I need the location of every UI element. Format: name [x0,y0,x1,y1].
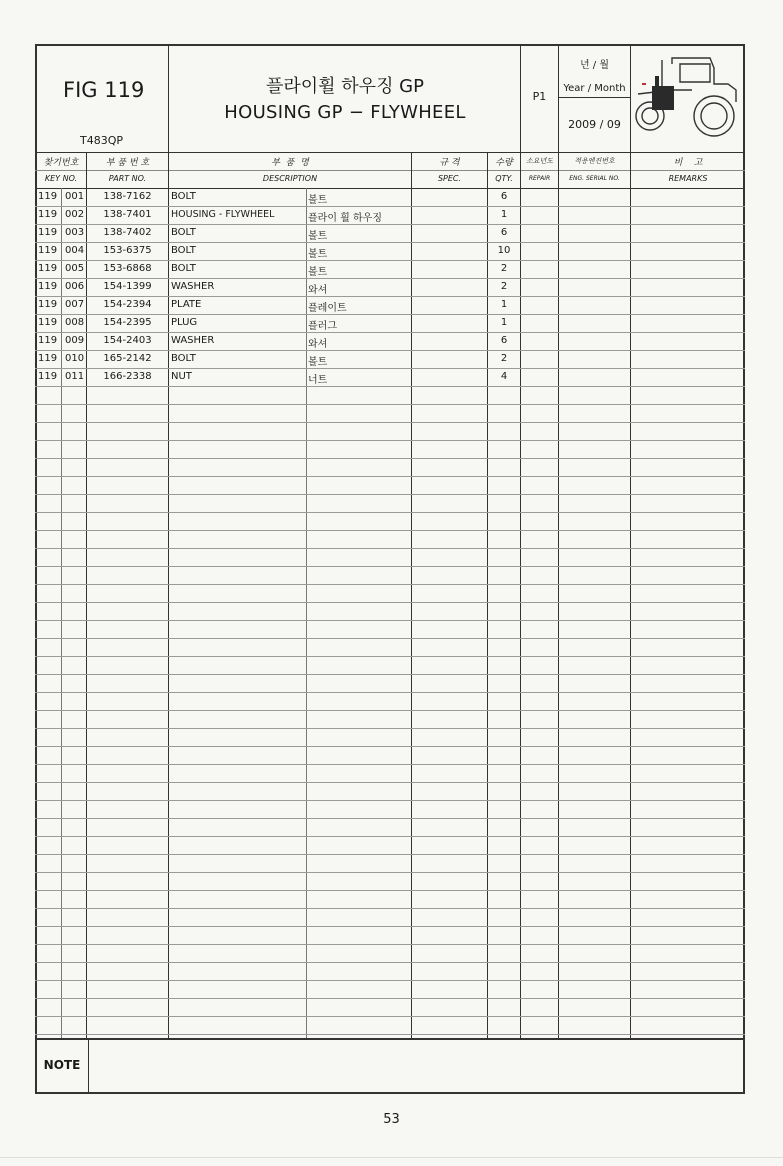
desc-en-cell: PLUG [171,317,198,328]
col-header-desc: DESCRIPTION [262,174,318,183]
desc-ko-cell: 플라이 휠 하우징 [308,213,382,224]
fig-cell: 119 [38,335,58,346]
qty-cell: 6 [500,335,508,346]
qty-cell: 1 [500,317,508,328]
figure-number: FIG 119 [63,78,145,102]
qty-cell: 6 [500,227,508,238]
grid-row-line [35,926,745,927]
col-header-part-ko: 부 품 번 호 [105,158,150,168]
grid-row-line [35,656,745,657]
key-cell: 003 [65,227,85,238]
part-no-cell: 138-7162 [103,191,152,202]
part-no-cell: 154-2394 [103,299,152,310]
col-header-repair-ko: 소요년도 [525,157,554,165]
page-title: HOUSING GP − FLYWHEEL [224,102,466,123]
key-cell: 011 [65,371,85,382]
col-header-part: PART NO. [108,174,147,183]
fig-cell: 119 [38,299,58,310]
grid-row-line [35,530,745,531]
grid-row-line [35,404,745,405]
part-no-cell: 153-6375 [103,245,152,256]
col-header-serial-ko: 적용엔진번호 [574,157,615,165]
year-month-label-korean: 년 / 월 [579,60,610,71]
grid-row-line [35,692,745,693]
table-row [35,189,745,207]
grid-row-line [35,710,745,711]
grid-row-line [35,476,745,477]
qty-cell: 2 [500,263,508,274]
grid-row-line [35,908,745,909]
desc-en-cell: NUT [171,371,192,382]
table-row [35,225,745,243]
table-row [35,351,745,369]
fig-cell: 119 [38,371,58,382]
fig-cell: 119 [38,353,58,364]
grid-row-line [35,764,745,765]
desc-ko-cell: 와셔 [308,339,328,350]
grid-row-line [35,962,745,963]
key-cell: 010 [65,353,85,364]
grid-row-line [35,566,745,567]
grid-row-line [35,494,745,495]
col-header-spec: SPEC. [437,174,462,183]
fig-cell: 119 [38,191,58,202]
table-row [35,333,745,351]
qty-cell: 4 [500,371,508,382]
desc-en-cell: WASHER [171,335,215,346]
grid-row-line [35,512,745,513]
header-divider-4 [630,44,631,153]
desc-ko-cell: 와셔 [308,285,328,296]
desc-ko-cell: 볼트 [308,249,328,260]
table-row [35,261,745,279]
header-divider-1 [168,44,169,153]
part-no-cell: 154-2395 [103,317,152,328]
qty-cell: 1 [500,209,508,220]
col-header-qty: QTY. [495,174,513,183]
desc-en-cell: HOUSING - FLYWHEEL [171,209,275,220]
grid-row-line [35,422,745,423]
col-header-spec-ko: 규 격 [439,158,460,168]
year-month-label: Year / Month [563,83,626,94]
fig-cell: 119 [38,317,58,328]
table-row [35,297,745,315]
desc-en-cell: BOLT [171,263,196,274]
qty-cell: 2 [500,281,508,292]
note-divider [88,1038,89,1094]
part-no-cell: 153-6868 [103,263,152,274]
table-row [35,207,745,225]
col-header-qty-ko: 수량 [495,158,513,168]
desc-en-cell: PLATE [171,299,202,310]
col-header-repair: REPAIR [528,175,551,182]
grid-row-line [35,620,745,621]
key-cell: 008 [65,317,85,328]
model-code: T483QP [80,134,124,147]
grid-row-line [35,1016,745,1017]
qty-cell: 6 [500,191,508,202]
key-cell: 005 [65,263,85,274]
note-top-rule [35,1038,745,1040]
grid-row-line [35,836,745,837]
desc-ko-cell: 볼트 [308,231,328,242]
desc-en-cell: BOLT [171,353,196,364]
part-no-cell: 154-2403 [103,335,152,346]
col-header-serial: ENG. SERIAL NO. [569,175,620,182]
col-header-desc-ko: 부 품 명 [271,158,309,168]
desc-en-cell: BOLT [171,245,196,256]
grid-row-line [35,548,745,549]
qty-cell: 10 [497,245,511,256]
desc-ko-cell: 볼트 [308,267,328,278]
page-label: P1 [532,90,547,103]
grid-row-line [35,854,745,855]
key-cell: 002 [65,209,85,220]
tractor-icon [632,54,742,144]
desc-ko-cell: 너트 [308,375,328,386]
desc-ko-cell: 플레이트 [308,303,347,314]
note-label: NOTE [43,1058,81,1072]
qty-cell: 2 [500,353,508,364]
grid-row-line [35,584,745,585]
grid-row-line [35,728,745,729]
fig-cell: 119 [38,245,58,256]
grid-row-line [35,458,745,459]
key-cell: 009 [65,335,85,346]
grid-row-line [35,818,745,819]
part-no-cell: 138-7402 [103,227,152,238]
grid-row-line [35,674,745,675]
col-header-key-ko: 찾기번호 [43,158,79,168]
desc-en-cell: BOLT [171,191,196,202]
key-cell: 001 [65,191,85,202]
table-row [35,243,745,261]
header-bottom-rule [35,152,745,153]
page-number: 53 [383,1112,400,1127]
col-header-remarks-ko: 비 고 [673,158,703,168]
desc-ko-cell: 플러그 [308,321,337,332]
grid-row-line [35,782,745,783]
grid-row-line [35,890,745,891]
part-no-cell: 154-1399 [103,281,152,292]
fig-cell: 119 [38,263,58,274]
col-header-remarks: REMARKS [668,174,708,183]
grid-row-line [35,638,745,639]
grid-row-line [35,800,745,801]
grid-row-line [35,440,745,441]
grid-row-line [35,1034,745,1035]
year-month-value: 2009 / 09 [568,118,621,131]
fig-cell: 119 [38,209,58,220]
col-header-key: KEY NO. [44,174,78,183]
key-cell: 007 [65,299,85,310]
key-cell: 004 [65,245,85,256]
qty-cell: 1 [500,299,508,310]
desc-ko-cell: 볼트 [308,357,328,368]
desc-en-cell: WASHER [171,281,215,292]
desc-ko-cell: 볼트 [308,195,328,206]
grid-row-line [35,872,745,873]
key-cell: 006 [65,281,85,292]
fig-cell: 119 [38,227,58,238]
desc-en-cell: BOLT [171,227,196,238]
grid-row-line [35,980,745,981]
grid-row-line [35,998,745,999]
part-no-cell: 138-7401 [103,209,152,220]
page-title-korean: 플라이휠 하우징 GP [266,76,424,97]
grid-row-line [35,944,745,945]
grid-row-line [35,602,745,603]
scan-edge-line [0,1157,783,1158]
part-no-cell: 165-2142 [103,353,152,364]
table-row [35,315,745,333]
table-row [35,369,745,387]
fig-cell: 119 [38,281,58,292]
column-header-divider [35,170,745,171]
year-month-divider [559,97,630,98]
table-row [35,279,745,297]
part-no-cell: 166-2338 [103,371,152,382]
grid-row-line [35,746,745,747]
